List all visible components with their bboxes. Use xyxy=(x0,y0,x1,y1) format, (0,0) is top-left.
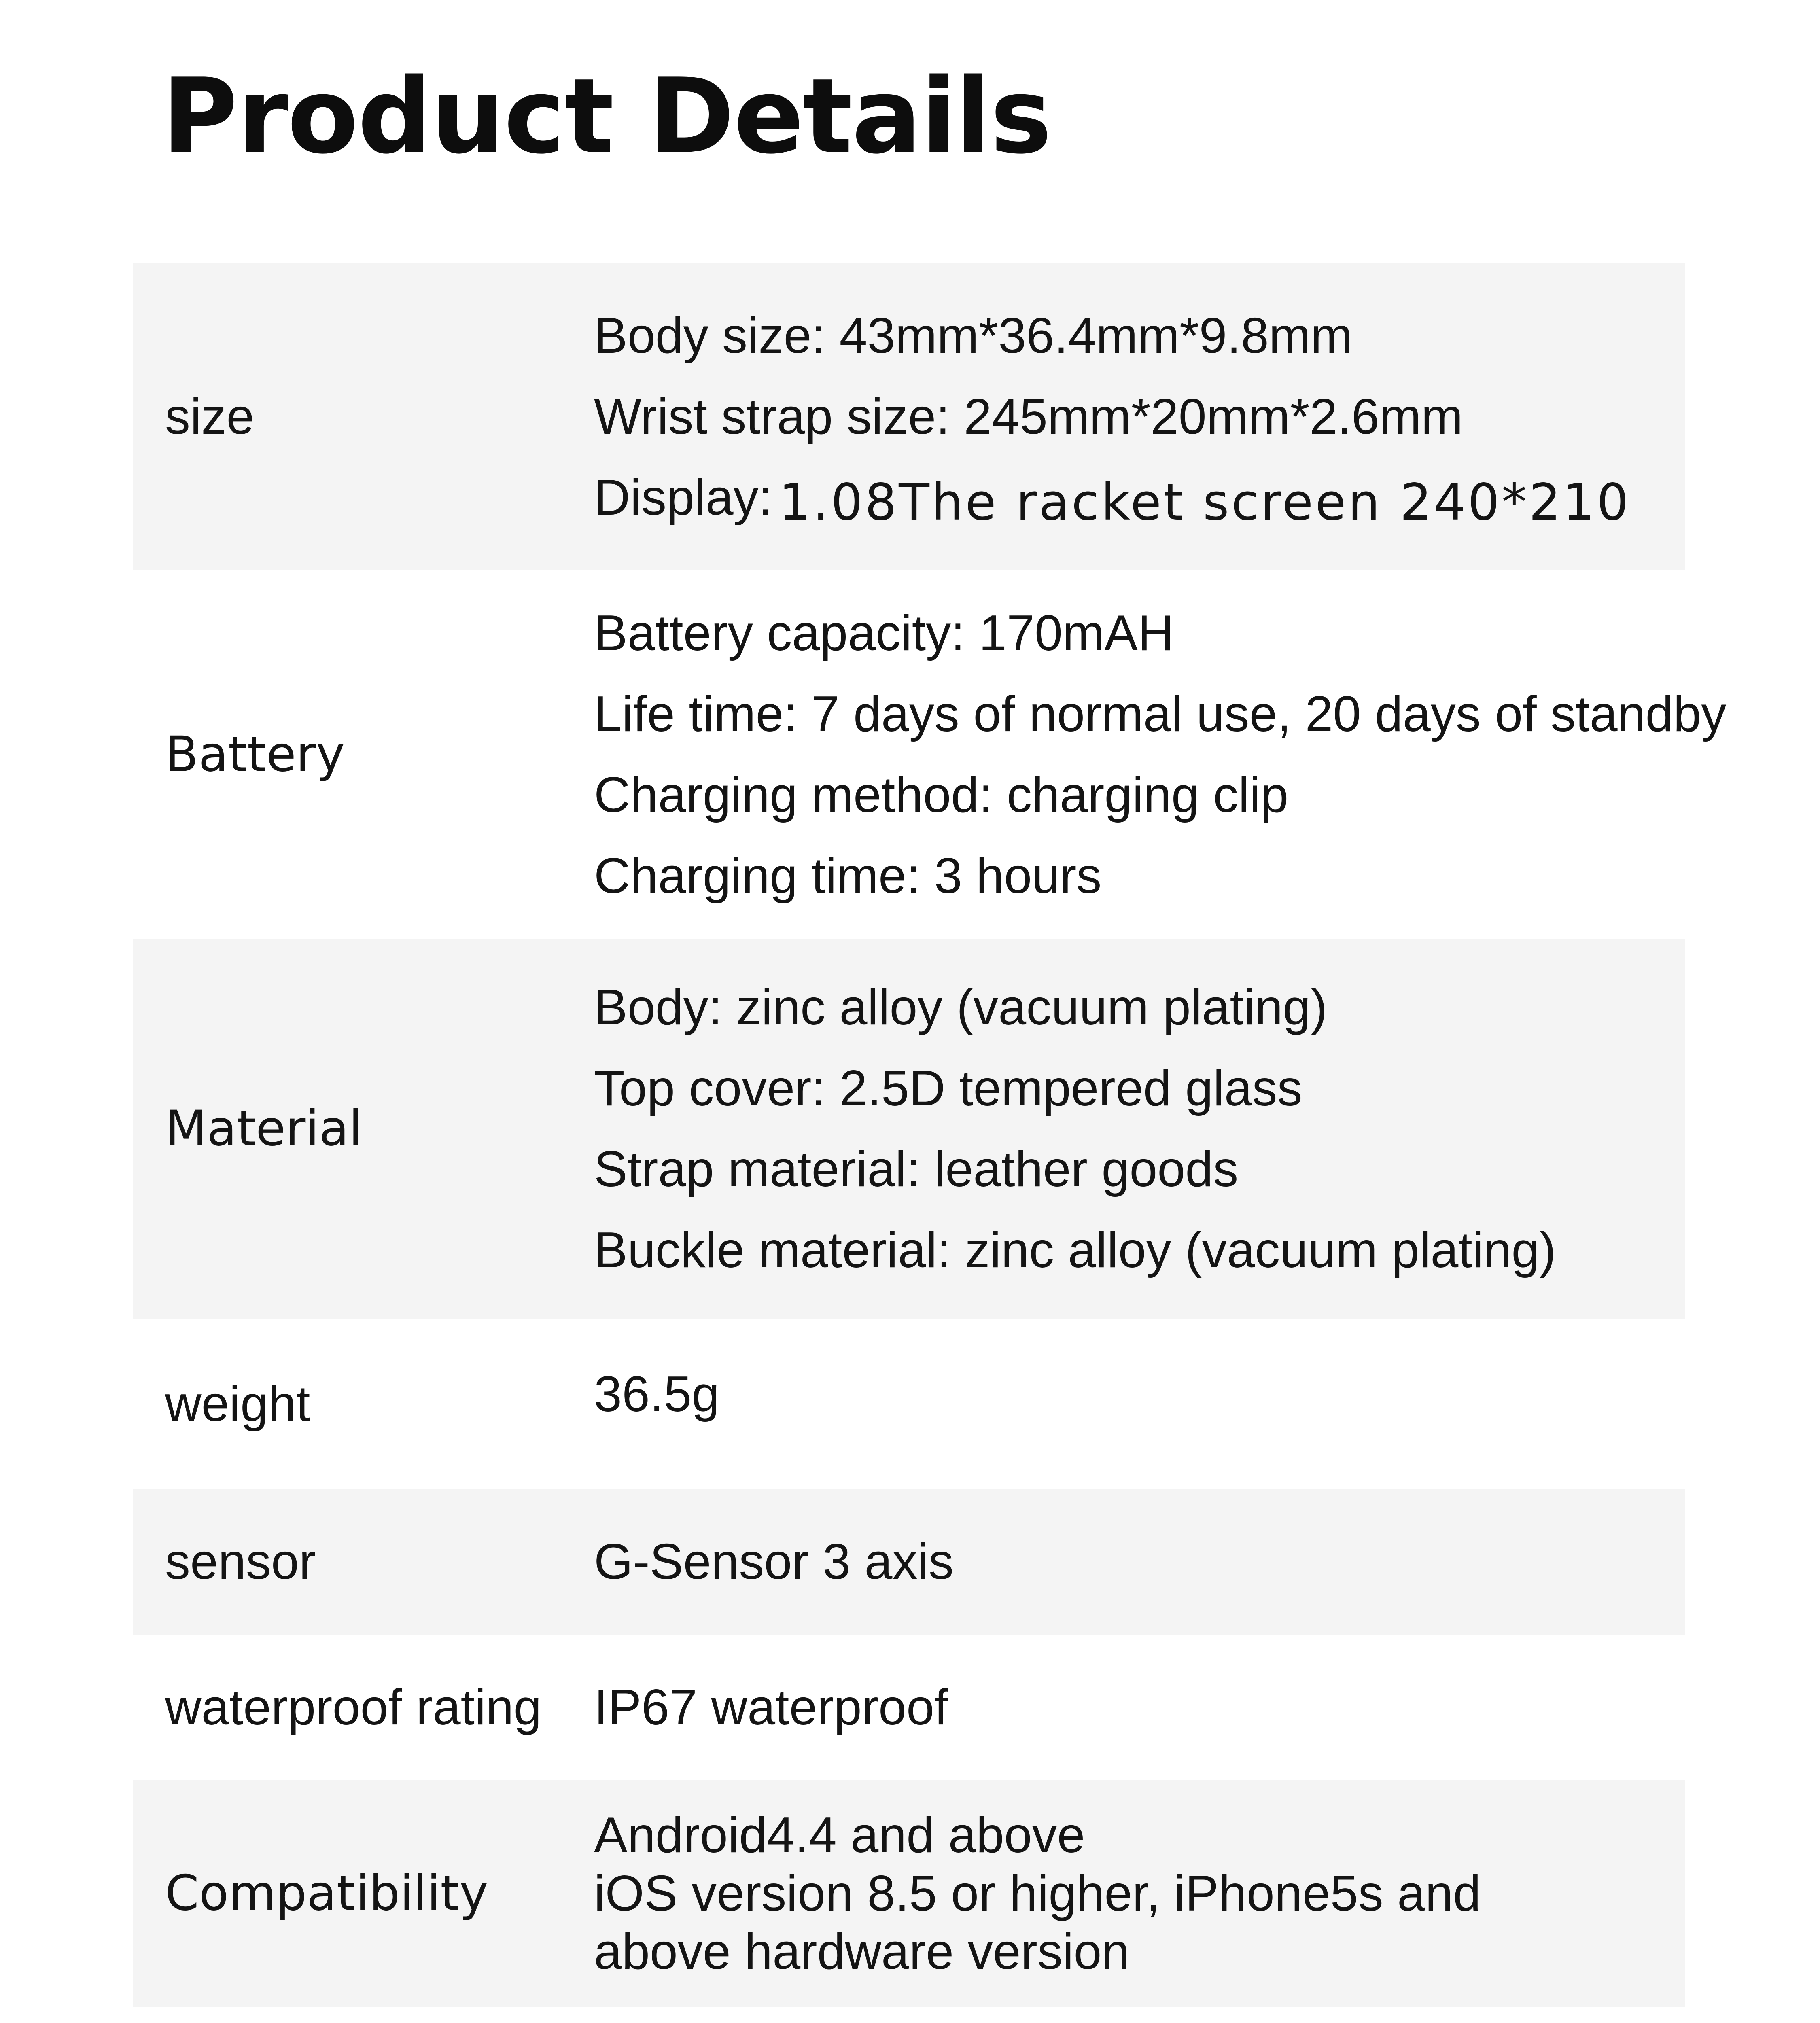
spec-value-line: Life time: 7 days of normal use, 20 days of standby xyxy=(594,686,1727,742)
spec-value-line: above hardware version xyxy=(594,1924,1130,1980)
spec-value-line: G-Sensor 3 axis xyxy=(594,1534,954,1590)
spec-label: Compatibility xyxy=(165,1865,488,1922)
spec-label: weight xyxy=(165,1376,310,1432)
display-label: Display: xyxy=(594,470,773,526)
spec-values xyxy=(594,967,1556,1291)
spec-label: Battery xyxy=(165,726,345,783)
spec-values xyxy=(594,1521,954,1602)
spec-value-line: Top cover: 2.5D tempered glass xyxy=(594,1060,1302,1116)
spec-row-sensor xyxy=(133,1489,1685,1635)
spec-value-line: Battery capacity: 170mAH xyxy=(594,605,1174,661)
spec-value-line: Body: zinc alloy (vacuum plating) xyxy=(594,980,1328,1035)
spec-value-line: Strap material: leather goods xyxy=(594,1141,1239,1197)
spec-row-packing-list xyxy=(133,2007,1685,2023)
spec-row-size xyxy=(133,263,1685,570)
spec-value-line: Wrist strap size: 245mm*20mm*2.6mm xyxy=(594,389,1463,445)
spec-label: waterproof rating xyxy=(165,1679,542,1735)
spec-value-line xyxy=(594,457,1631,538)
spec-values xyxy=(594,1667,948,1748)
spec-value-line: Charging method: charging clip xyxy=(594,767,1289,823)
spec-value-line: Body size: 43mm*36.4mm*9.8mm xyxy=(594,308,1353,364)
spec-value-line: 36.5g xyxy=(594,1366,720,1422)
spec-value-line: IP67 waterproof xyxy=(594,1679,948,1735)
spec-label: Material xyxy=(165,1101,363,1157)
spec-values xyxy=(594,295,1631,538)
spec-value-line: Buckle material: zinc alloy (vacuum plating) xyxy=(594,1222,1556,1278)
spec-value-line: Charging time: 3 hours xyxy=(594,848,1102,904)
spec-values xyxy=(594,1354,719,1435)
spec-values xyxy=(594,593,1726,916)
spec-row-battery xyxy=(133,570,1727,939)
page-title: Product Details xyxy=(162,56,1051,177)
display-value: 1.08The racket screen 240*210 xyxy=(779,473,1631,532)
spec-label: sensor xyxy=(165,1534,316,1590)
spec-value-line: Android4.4 and above xyxy=(594,1807,1085,1863)
spec-row-material xyxy=(133,939,1685,1319)
spec-values xyxy=(594,1806,1481,1981)
spec-value-line: iOS version 8.5 or higher, iPhone5s and xyxy=(594,1866,1481,1921)
spec-row-compatibility xyxy=(133,1780,1685,2007)
spec-label: size xyxy=(165,389,255,445)
spec-row-weight xyxy=(133,1319,1685,1489)
spec-row-waterproof xyxy=(133,1635,1685,1780)
